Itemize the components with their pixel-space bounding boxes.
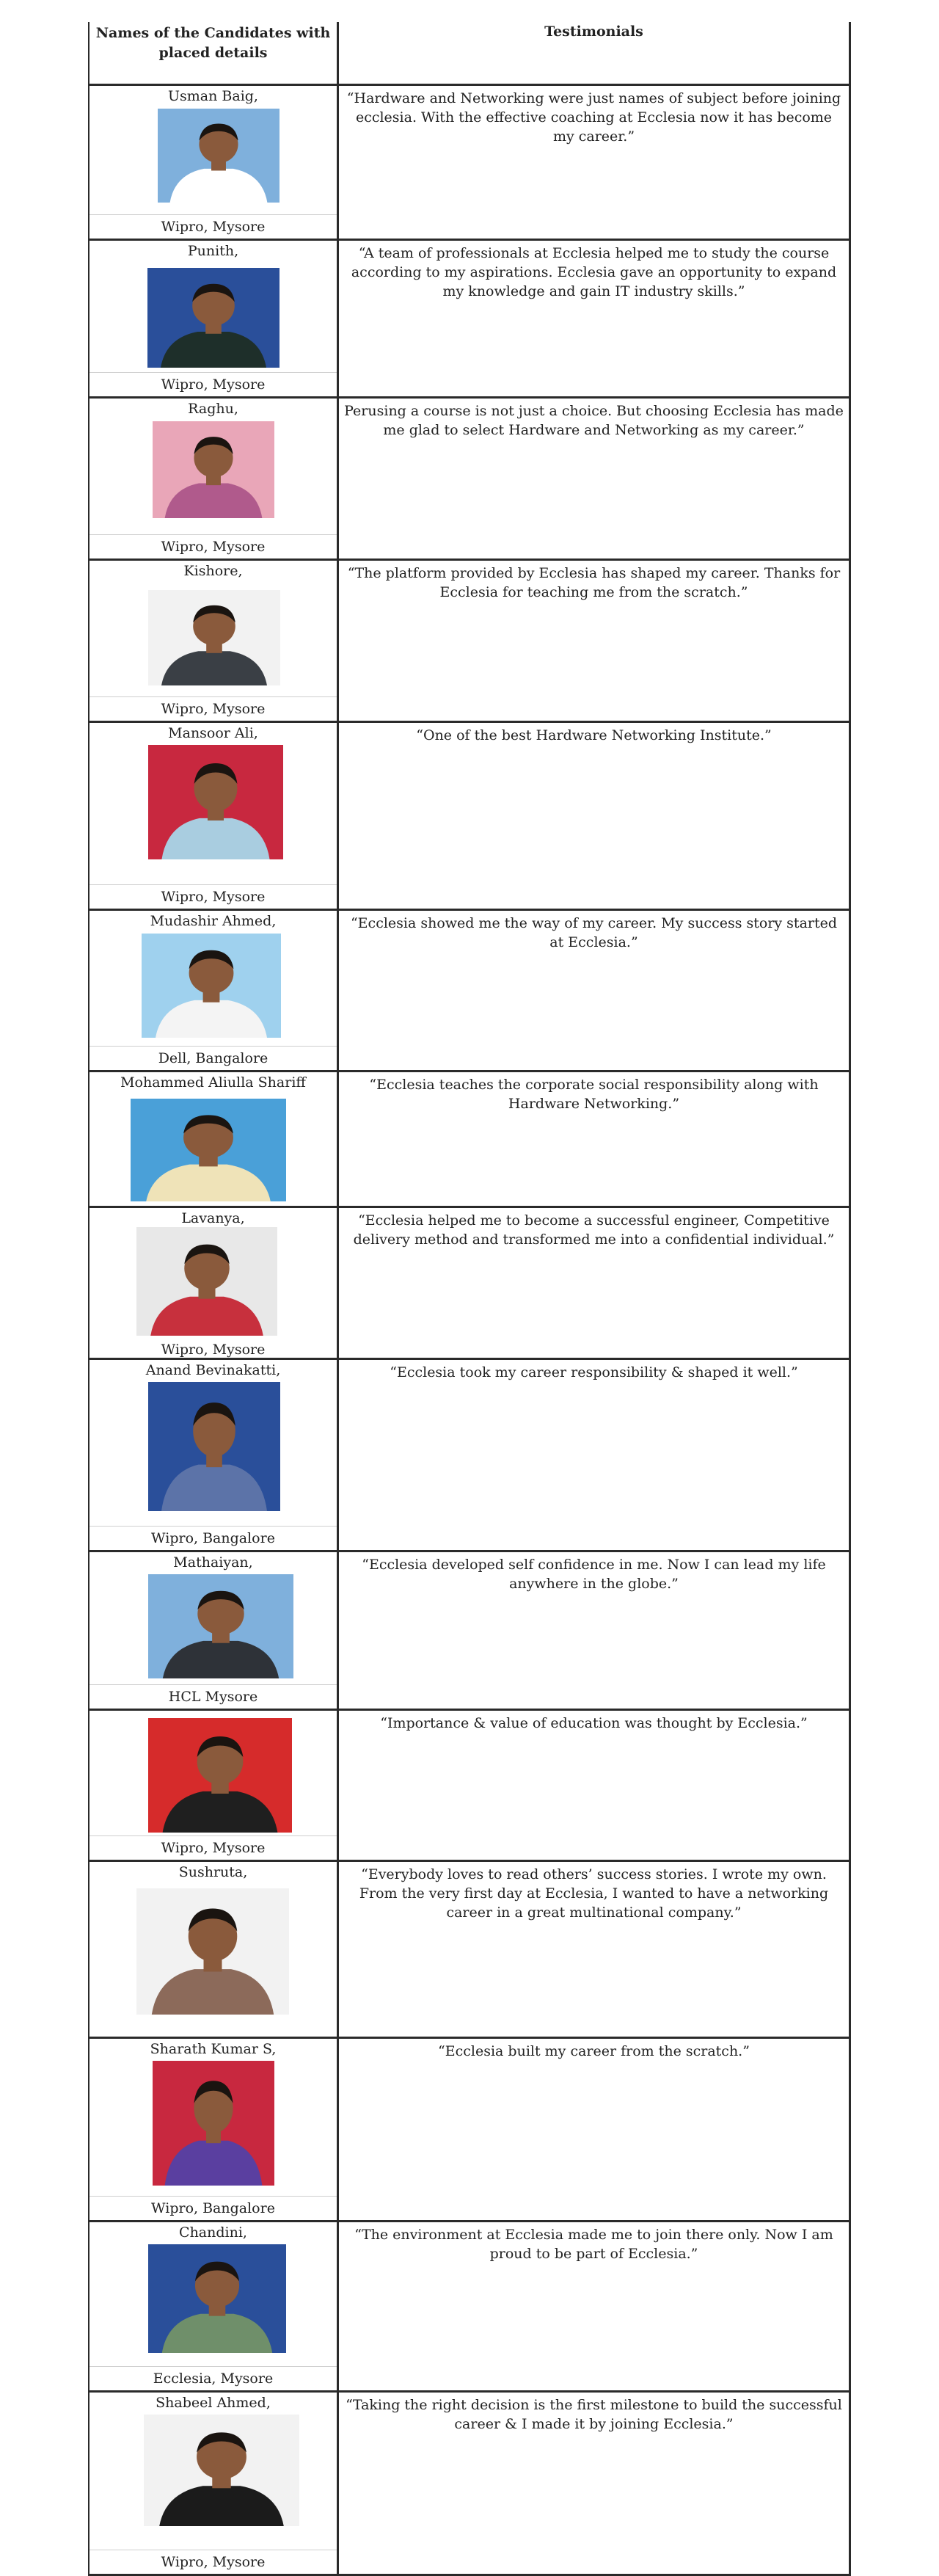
- table-row: [89, 723, 849, 911]
- candidate-photo: [153, 421, 274, 518]
- candidate-placement: Wipro, Bangalore: [89, 2196, 337, 2220]
- candidate-cell: [89, 241, 339, 396]
- candidate-photo: [148, 745, 283, 859]
- candidate-placement: Wipro, Mysore: [89, 1835, 337, 1860]
- table-row: [89, 2222, 849, 2393]
- testimonial-text: “Everybody loves to read others’ success stories. I wrote my own. From the very first day at Ecclesia, I wanted to have a networking career in a great multinational company.”: [359, 1866, 829, 1921]
- candidate-name: Mudashir Ahmed,: [150, 913, 277, 929]
- table-row: [89, 1862, 849, 2039]
- candidate-placement: Wipro, Mysore: [89, 696, 337, 721]
- candidate-photo: [148, 1574, 293, 1678]
- testimonials-table: [88, 22, 851, 2576]
- candidate-placement: Dell, Bangalore: [89, 1046, 337, 1070]
- table-row: [89, 1552, 849, 1711]
- candidate-cell: [89, 1208, 339, 1358]
- candidate-name: Mohammed Aliulla Shariff: [120, 1074, 306, 1091]
- candidate-photo: [131, 1099, 286, 1201]
- testimonial-text: “Ecclesia helped me to become a successful engineer, Competitive delivery method and transformed me into a confidential individual.”: [353, 1212, 835, 1248]
- candidate-name: Punith,: [187, 243, 239, 259]
- candidate-cell: [89, 2039, 339, 2220]
- candidate-name: Mathaiyan,: [173, 1554, 253, 1571]
- testimonial-text: “The platform provided by Ecclesia has shaped my career. Thanks for Ecclesia for teaching me from the scratch.”: [347, 565, 841, 600]
- candidate-cell: [89, 2393, 339, 2574]
- table-row: [89, 1072, 849, 1208]
- candidate-name: Sharath Kumar S,: [150, 2041, 277, 2057]
- candidate-placement: Wipro, Mysore: [89, 214, 337, 239]
- candidate-cell: [89, 723, 339, 909]
- testimonial-text: “Taking the right decision is the first milestone to build the successful career & I made it by joining Ecclesia.”: [346, 2397, 842, 2432]
- candidate-photo: [153, 2061, 274, 2186]
- table-row: [89, 1360, 849, 1552]
- candidate-cell: [89, 1711, 339, 1860]
- table-row: [89, 2393, 849, 2576]
- table-row: [89, 399, 849, 561]
- candidate-name: Usman Baig,: [168, 88, 258, 104]
- header-testimonials: Testimonials: [544, 23, 643, 40]
- candidate-name: Anand Bevinakatti,: [145, 1362, 281, 1378]
- table-row: [89, 241, 849, 399]
- candidate-placement: Wipro, Bangalore: [89, 1526, 337, 1550]
- candidate-placement: Wipro, Mysore: [161, 1342, 266, 1358]
- candidate-name: Shabeel Ahmed,: [156, 2395, 271, 2411]
- header-candidates: Names of the Candidates with placed details: [89, 22, 339, 84]
- candidate-name: Lavanya,: [181, 1210, 245, 1226]
- candidate-name: Sushruta,: [178, 1864, 248, 1880]
- table-row: [89, 1208, 849, 1360]
- candidate-photo: [136, 1888, 289, 2015]
- candidate-photo: [144, 2415, 299, 2526]
- candidate-cell: [89, 86, 339, 239]
- testimonial-text: “Ecclesia built my career from the scratch.”: [438, 2043, 750, 2059]
- candidate-cell: [89, 561, 339, 721]
- testimonial-text: “Importance & value of education was thought by Ecclesia.”: [380, 1715, 808, 1731]
- testimonial-text: “Ecclesia developed self confidence in me. Now I can lead my life anywhere in the globe.”: [362, 1557, 826, 1592]
- candidate-placement: Wipro, Mysore: [89, 372, 337, 396]
- candidate-placement: Wipro, Mysore: [89, 884, 337, 909]
- candidate-placement: HCL Mysore: [89, 1684, 337, 1709]
- candidate-photo: [148, 1382, 280, 1511]
- candidate-placement: Wipro, Mysore: [89, 534, 337, 559]
- candidate-photo: [147, 268, 279, 368]
- table-row: [89, 561, 849, 723]
- testimonial-text: “Ecclesia showed me the way of my career. My success story started at Ecclesia.”: [350, 915, 838, 950]
- testimonial-text: “The environment at Ecclesia made me to join there only. Now I am proud to be part of Ecclesia.”: [354, 2227, 833, 2262]
- table-row: [89, 86, 849, 241]
- table-row: [89, 2039, 849, 2222]
- testimonial-text: “Hardware and Networking were just names of subject before joining ecclesia. With the effective coaching at Ecclesia now it has become my career.”: [346, 90, 841, 145]
- candidate-cell: [89, 399, 339, 559]
- candidate-name: Mansoor Ali,: [168, 725, 258, 741]
- candidate-photo: [142, 934, 281, 1038]
- table-row: [89, 911, 849, 1072]
- candidate-placement: Ecclesia, Mysore: [89, 2366, 337, 2390]
- candidate-name: Kishore,: [183, 563, 243, 579]
- candidate-cell: [89, 1552, 339, 1709]
- candidate-cell: [89, 1862, 339, 2037]
- candidate-cell: [89, 1360, 339, 1550]
- table-header-row: [89, 22, 849, 86]
- candidate-photo: [148, 2244, 286, 2353]
- candidate-name: Chandini,: [179, 2224, 247, 2241]
- candidate-placement: Wipro, Mysore: [89, 2550, 337, 2574]
- candidate-photo: [158, 109, 279, 203]
- candidate-photo: [148, 590, 280, 685]
- testimonial-text: “One of the best Hardware Networking Institute.”: [416, 727, 772, 743]
- testimonial-text: “Ecclesia teaches the corporate social responsibility along with Hardware Networking.”: [369, 1077, 819, 1112]
- candidate-cell: [89, 1072, 339, 1206]
- candidate-photo: [136, 1227, 277, 1336]
- candidate-cell: [89, 911, 339, 1070]
- candidate-name: Raghu,: [188, 401, 238, 417]
- testimonial-text: “A team of professionals at Ecclesia helped me to study the course according to my aspirations. Ecclesia gave an opportunity to expand my knowledge and gain IT industry skills.”: [351, 245, 837, 299]
- testimonial-text: “Ecclesia took my career responsibility & shaped it well.”: [390, 1364, 798, 1380]
- testimonial-text: Perusing a course is not just a choice. But choosing Ecclesia has made me glad to select Hardware and Networking as my career.”: [344, 403, 844, 438]
- candidate-cell: [89, 2222, 339, 2390]
- candidate-photo: [148, 1718, 292, 1833]
- table-row: [89, 1711, 849, 1862]
